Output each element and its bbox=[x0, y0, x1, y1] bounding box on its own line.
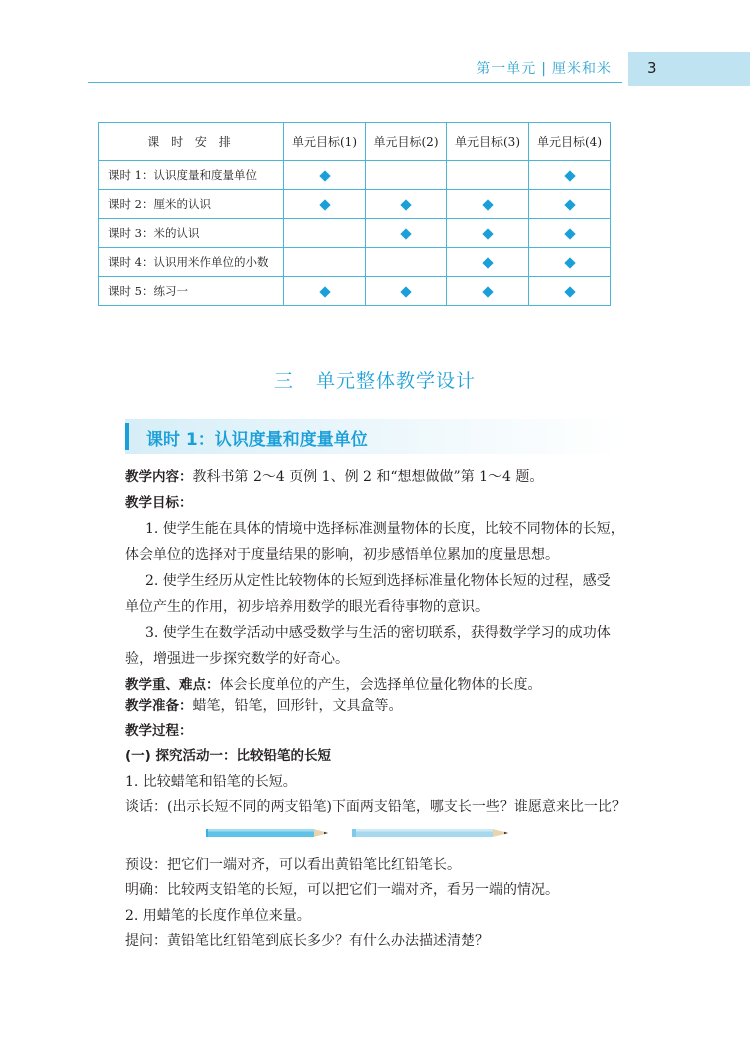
table-row bbox=[99, 248, 611, 277]
table-row bbox=[99, 277, 611, 306]
goal-2-line-a: 2. 使学生经历从定性比较物体的长短到选择标准量化物体长短的过程，感受 bbox=[145, 573, 611, 589]
goal-cell bbox=[447, 248, 529, 277]
goal-cell bbox=[366, 248, 447, 277]
goal-cell bbox=[447, 190, 529, 219]
diamond-icon bbox=[319, 286, 330, 297]
lesson-title: 课时 1：认识度量和度量单位 bbox=[146, 430, 368, 450]
diamond-icon bbox=[482, 257, 493, 268]
table-header-cell: 单元目标(1) bbox=[284, 123, 366, 161]
teaching-content-paragraph bbox=[125, 467, 543, 487]
table-header-cell: 单元目标(2) bbox=[366, 123, 447, 161]
lesson-label-cell: 课时 2：厘米的认识 bbox=[99, 190, 284, 219]
lesson-bar-accent bbox=[125, 423, 129, 450]
preset-paragraph: 预设：把它们一端对齐，可以看出黄铅笔比红铅笔长。 bbox=[125, 857, 461, 873]
running-header bbox=[476, 58, 612, 78]
clarify-paragraph: 明确：比较两支铅笔的长短，可以把它们一端对齐，看另一端的情况。 bbox=[125, 882, 559, 898]
goal-cell bbox=[366, 190, 447, 219]
goal-2-line-b: 单位产生的作用，初步培养用数学的眼光看待事物的意识。 bbox=[125, 599, 489, 615]
table-row bbox=[99, 190, 611, 219]
lesson-title-bar bbox=[125, 419, 623, 454]
section-title: 单元整体教学设计 bbox=[316, 370, 477, 392]
goal-cell bbox=[447, 219, 529, 248]
diamond-icon bbox=[564, 257, 575, 268]
diamond-icon bbox=[319, 199, 330, 210]
question-paragraph: 提问：黄铅笔比红铅笔到底长多少？有什么办法描述清楚？ bbox=[125, 933, 489, 949]
lesson-label-cell: 课时 1：认识度量和度量单位 bbox=[99, 161, 284, 190]
diamond-icon bbox=[482, 228, 493, 239]
talk-paragraph: 谈话：(出示长短不同的两支铅笔)下面两支铅笔，哪支长一些？谁愿意来比一比？ bbox=[125, 799, 626, 815]
goal-3-line-b: 验，增强进一步探究数学的好奇心。 bbox=[125, 651, 349, 667]
goal-1-line-b: 体会单位的选择对于度量结果的影响，初步感悟单位累加的度量思想。 bbox=[125, 547, 559, 563]
preparation-text: 蜡笔，铅笔，回形针，文具盒等。 bbox=[192, 698, 403, 714]
diamond-icon bbox=[400, 286, 411, 297]
goals-heading bbox=[125, 493, 193, 513]
activity-1-title: (一) 探究活动一：比较铅笔的长短 bbox=[125, 748, 332, 764]
diamond-icon bbox=[564, 170, 575, 181]
goals-label: 教学目标： bbox=[125, 495, 193, 511]
goal-cell bbox=[284, 161, 366, 190]
goal-3-line-a: 3. 使学生在数学活动中感受数学与生活的密切联系，获得数学学习的成功体 bbox=[145, 625, 611, 641]
table-row bbox=[99, 161, 611, 190]
table-header-cell: 课 时 安 排 bbox=[99, 123, 284, 161]
goal-cell bbox=[366, 161, 447, 190]
step-1: 1. 比较蜡笔和铅笔的长短。 bbox=[125, 774, 297, 790]
goal-cell bbox=[529, 248, 611, 277]
process-label: 教学过程： bbox=[125, 723, 193, 739]
diamond-icon bbox=[482, 199, 493, 210]
page-number: 3 bbox=[647, 59, 657, 77]
preparation-label: 教学准备： bbox=[125, 698, 193, 714]
diamond-icon bbox=[400, 199, 411, 210]
goal-cell bbox=[447, 161, 529, 190]
goal-cell bbox=[529, 219, 611, 248]
table-row bbox=[99, 219, 611, 248]
lesson-schedule-table bbox=[98, 122, 611, 306]
diamond-icon bbox=[564, 228, 575, 239]
activity-1-heading bbox=[125, 746, 331, 766]
section-number: 三 bbox=[273, 370, 294, 392]
teaching-content-text: 教科书第 2～4 页例 1、例 2 和“想想做做”第 1～4 题。 bbox=[192, 469, 544, 485]
preparation-paragraph bbox=[125, 696, 403, 716]
goal-cell bbox=[447, 277, 529, 306]
diamond-icon bbox=[482, 286, 493, 297]
key-points-paragraph bbox=[125, 675, 542, 695]
pencils-illustration bbox=[206, 824, 512, 844]
topic-label: 厘米和米 bbox=[552, 61, 612, 77]
lesson-label-cell: 课时 3：米的认识 bbox=[99, 219, 284, 248]
key-points-text: 体会长度单位的产生，会选择单位量化物体的长度。 bbox=[219, 677, 542, 693]
diamond-icon bbox=[319, 170, 330, 181]
header-separator: | bbox=[541, 61, 547, 77]
goal-cell bbox=[284, 219, 366, 248]
goal-cell bbox=[284, 190, 366, 219]
lesson-label-cell: 课时 5：练习一 bbox=[99, 277, 284, 306]
goal-cell bbox=[366, 219, 447, 248]
step-2: 2. 用蜡笔的长度作单位来量。 bbox=[125, 908, 311, 924]
short-pencil bbox=[352, 829, 508, 837]
table-header-row bbox=[99, 123, 611, 161]
table-header-cell: 单元目标(4) bbox=[529, 123, 611, 161]
lesson-label-cell: 课时 4：认识用米作单位的小数 bbox=[99, 248, 284, 277]
goal-cell bbox=[284, 248, 366, 277]
process-heading bbox=[125, 721, 193, 741]
diamond-icon bbox=[564, 286, 575, 297]
goal-cell bbox=[284, 277, 366, 306]
header-rule bbox=[88, 82, 622, 83]
long-pencil bbox=[206, 829, 328, 837]
section-heading bbox=[0, 366, 750, 393]
diamond-icon bbox=[400, 228, 411, 239]
diamond-icon bbox=[564, 199, 575, 210]
unit-label: 第一单元 bbox=[476, 61, 537, 77]
goal-cell bbox=[529, 190, 611, 219]
goal-cell bbox=[529, 277, 611, 306]
goal-cell bbox=[366, 277, 447, 306]
goal-cell bbox=[529, 161, 611, 190]
goal-1-line-a: 1. 使学生能在具体的情境中选择标准测量物体的长度，比较不同物体的长短， bbox=[145, 521, 625, 537]
page-number-box bbox=[628, 52, 750, 86]
table-header-cell: 单元目标(3) bbox=[447, 123, 529, 161]
teaching-content-label: 教学内容： bbox=[125, 469, 193, 485]
key-points-label: 教学重、难点： bbox=[125, 677, 220, 693]
